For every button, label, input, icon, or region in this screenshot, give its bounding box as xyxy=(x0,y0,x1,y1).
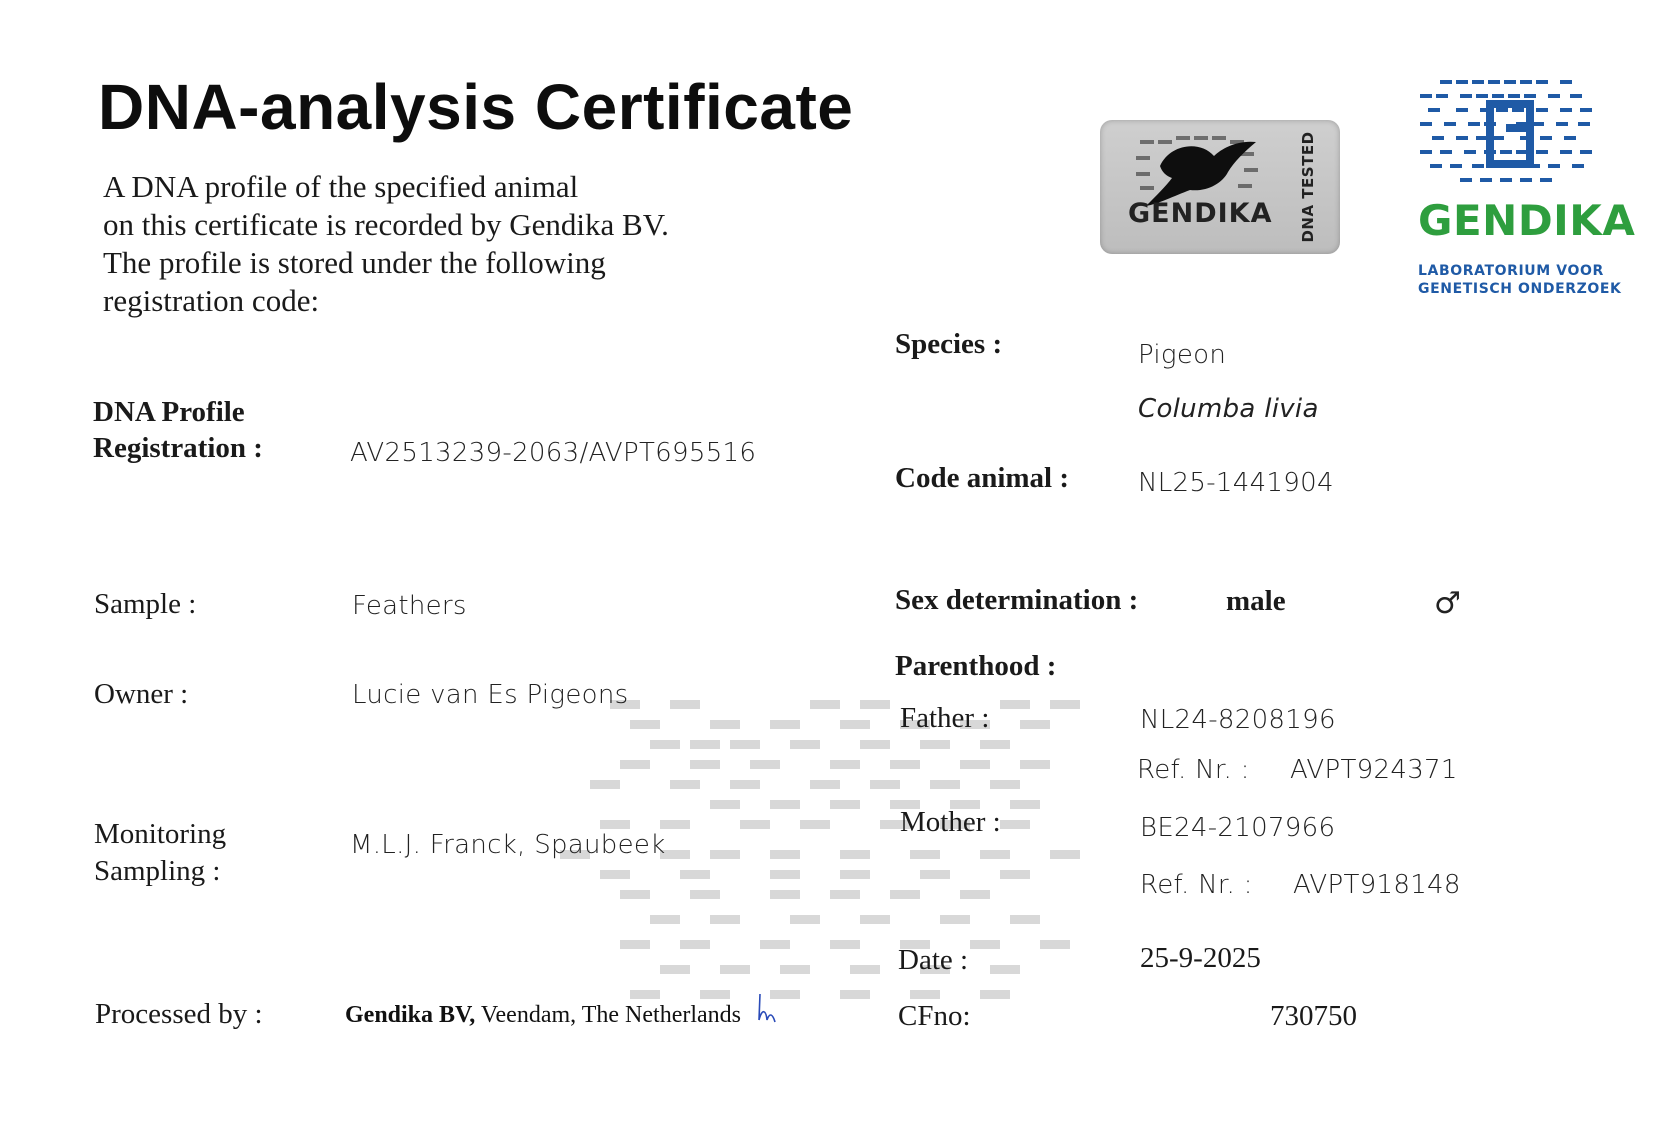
registration-label-line-2: Registration : xyxy=(93,432,263,464)
owner-label: Owner : xyxy=(94,678,189,710)
mother-value: BE24-2107966 xyxy=(1140,813,1336,843)
intro-line-1: A DNA profile of the specified animal xyxy=(103,169,579,204)
species-latin: Columba livia xyxy=(1138,394,1319,424)
processed-label: Processed by : xyxy=(95,998,263,1030)
mother-ref-label: Ref. Nr. : xyxy=(1140,870,1253,900)
processed-company: Gendika BV, xyxy=(345,1002,476,1028)
sex-determination-label: Sex determination : xyxy=(895,584,1139,616)
monitoring-value: M.L.J. Franck, Spaubeek xyxy=(350,830,666,860)
father-value: NL24-8208196 xyxy=(1140,705,1336,735)
date-label: Date : xyxy=(898,944,969,976)
gendika-logo-name: GENDIKA xyxy=(1418,196,1636,245)
parenthood-label: Parenthood : xyxy=(895,650,1057,682)
owner-value: Lucie van Es Pigeons xyxy=(352,680,629,710)
processed-location: Veendam, The Netherlands xyxy=(480,1002,741,1028)
logo-subtitle-line-2: GENETISCH ONDERZOEK xyxy=(1418,281,1622,297)
father-ref-label: Ref. Nr. : xyxy=(1137,755,1250,785)
father-label: Father : xyxy=(900,702,990,734)
gendika-logo-icon xyxy=(1420,80,1596,188)
species-common: Pigeon xyxy=(1138,340,1227,370)
code-animal-label: Code animal : xyxy=(895,462,1069,494)
seal-brand: GENDIKA xyxy=(1128,198,1273,229)
mother-ref-value: AVPT918148 xyxy=(1293,870,1461,900)
species-label: Species : xyxy=(895,328,1003,360)
mother-label: Mother : xyxy=(900,806,1001,838)
sample-value: Feathers xyxy=(352,591,467,621)
signature-mark xyxy=(754,990,778,1026)
father-ref-value: AVPT924371 xyxy=(1290,755,1458,785)
monitoring-label-line-2: Sampling : xyxy=(94,855,221,887)
processed-value xyxy=(345,1002,741,1029)
dna-tested-seal xyxy=(1100,120,1340,254)
sex-value: male xyxy=(1226,585,1286,617)
intro-line-4: registration code: xyxy=(103,283,320,318)
intro-text xyxy=(103,168,669,320)
pigeon-icon xyxy=(1130,126,1280,208)
cfno-label: CFno: xyxy=(898,1000,971,1032)
sample-label: Sample : xyxy=(94,588,197,620)
cfno-value: 730750 xyxy=(1270,1000,1357,1032)
monitoring-label-line-1: Monitoring xyxy=(94,818,227,850)
logo-subtitle-line-1: LABORATORIUM VOOR xyxy=(1418,263,1604,279)
registration-value: AV2513239-2063/AVPT695516 xyxy=(350,438,757,468)
intro-line-2: on this certificate is recorded by Gendika BV. xyxy=(103,207,669,242)
intro-line-3: The profile is stored under the following xyxy=(103,245,606,280)
gendika-logo-subtitle xyxy=(1418,262,1622,298)
seal-dna-tested-text: DNA TESTED xyxy=(1299,131,1317,243)
date-value: 25-9-2025 xyxy=(1140,942,1261,974)
male-symbol-icon: ♂ xyxy=(1434,586,1461,621)
registration-label-line-1: DNA Profile xyxy=(93,396,245,428)
certificate-title: DNA-analysis Certificate xyxy=(98,71,854,143)
seal-dna-tested xyxy=(1288,130,1328,244)
code-animal-value: NL25-1441904 xyxy=(1138,468,1334,498)
